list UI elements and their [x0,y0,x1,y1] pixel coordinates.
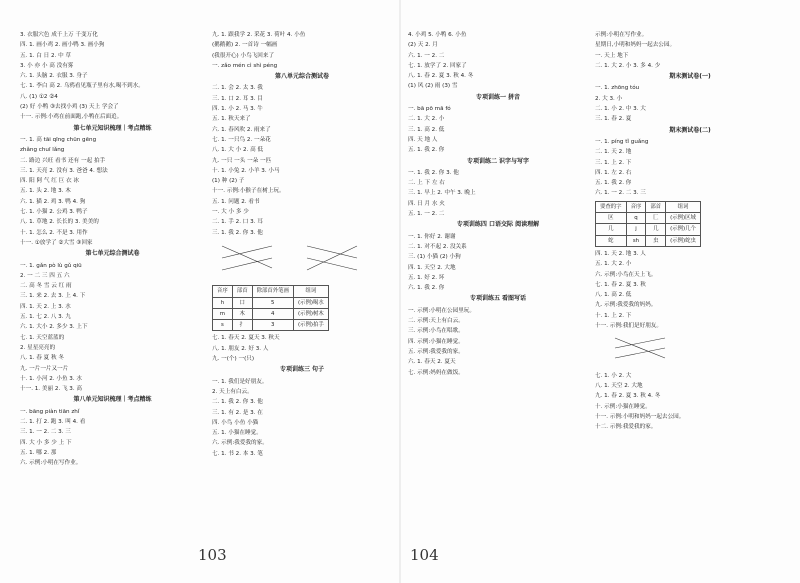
answer-line: 十. 1. 上 2. 下 [595,312,632,319]
answer-line: (2) 好 小鸭 ③去找小鸡 (3) 天上 学会了 [20,104,119,111]
page-number-left: 103 [198,546,227,564]
answer-line: 六. 1. 大小 2. 多少 3. 上下 [20,324,88,331]
table-cell: 木 [232,308,252,319]
table-header-cell: 音序 [213,286,233,297]
table-cell: h [213,297,233,308]
table-row [596,224,701,235]
answer-line: 2. 天上有白云。 [212,388,253,395]
table-cell: s [213,320,233,331]
answer-line: 二. 1. 我 2. 你 3. 他 [212,399,263,406]
right-page [400,0,800,583]
answer-line: (2) 天 2. 月 [408,42,438,49]
answer-line: 五. 1. 我 2. 你 [595,180,632,187]
answer-line: 期末测试卷(一) [669,73,711,81]
answer-line: (1) 种 (2) 子 [212,178,245,185]
table-cell: 几 [646,224,666,235]
answer-line: 八. 1. 天空 2. 大地 [595,382,643,389]
answer-line: 四. 1. 画小鸡 2. 画小鸭 3. 画小狗 [20,42,105,49]
answer-line: 三. 1. 口 2. 耳 3. 目 [212,95,263,102]
answer-line: 三. 示例:小鸟在唱歌。 [408,328,464,335]
answer-line: 三. 1. 我 2. 你 3. 他 [212,229,263,236]
answer-line: 七. 1. 放学了 2. 回家了 [408,62,467,69]
answer-line: 十. 1. 怎么 2. 不是 3. 用作 [20,229,88,236]
table-cell: j [626,224,646,235]
answer-line: 一. 1. 你好 2. 谢谢 [408,233,456,240]
answer-line: 七. 示例:妈妈在做饭。 [408,369,464,376]
table-row [213,320,329,331]
answer-line: 一. 1. 高 tāi qīng chūn gēng [20,136,97,143]
answer-line: 十. 1. 小兔 2. 小羊 3. 小马 [212,167,280,174]
table-header-cell: 组词 [666,201,701,212]
answer-line: 七. 1. 一只鸟 2. 一朵花 [212,136,271,143]
answer-line: 七. 1. 小 2. 大 [595,372,632,379]
answer-line: 六. 1. 一 2. 二 [408,52,445,59]
answer-line: 一. 1. 我 2. 你 3. 他 [408,169,459,176]
answer-line: 四. 日 月 水 火 [408,200,445,207]
answer-line: (鹅鹅鹅) 2. 一首诗 一幅画 [212,42,278,49]
answer-line: 二. 1. 天 2. 地 [595,149,632,156]
answer-line: 二. 高 冬 雪 云 红 雨 [20,283,72,290]
answer-line: 四. 示例:小猫在睡觉。 [408,338,464,345]
answer-line: 九. 1. 跟我学 2. 采花 3. 荷叶 4. 小鱼 [212,32,306,38]
table-row [596,235,701,246]
answer-line: 五. 1. 白 日 2. 中 草 [20,52,72,59]
table-cell: (示例)喝水 [293,297,328,308]
answer-line: 二. 上 下 左 右 [408,180,445,187]
answer-line: 五. 1. 问题 2. 看书 [212,198,260,205]
answer-line: 三. 1. 有 2. 是 3. 在 [212,409,263,416]
answer-line: 四. 阳 阿 气 红 巨 衣 冰 [20,178,79,185]
answer-line: 九. 示例:我爱我的妈妈。 [595,302,657,309]
answer-line: zhǎng chuī lǎng [20,147,65,154]
table-cell: 虫 [646,235,666,246]
answer-column-4 [595,30,785,545]
answer-column-3 [408,30,588,545]
table-header-cell: 部首 [232,286,252,297]
matching-diagram [212,240,372,276]
answer-line: 3. 衣服穴色 成千上万 千变万化 [20,32,98,38]
answer-line: 一. 天上 地下 [595,52,629,59]
dictionary-lookup-table-2 [595,201,701,247]
answer-line: 一. 1. píng tǐ guǎng [595,138,649,145]
answer-line: 五. 1. 好 2. 坏 [408,274,445,281]
answer-line: 九. 一片一片又一片 [20,365,69,372]
table-header-cell: 要查的字 [596,201,627,212]
answer-line: 三. 1. 早上 2. 中午 3. 晚上 [408,190,476,197]
answer-line: 五. 示例:我爱我的家。 [408,348,464,355]
answer-line: 2. 一 二 三 四 五 六 [20,272,70,279]
table-cell: 4 [252,308,293,319]
answer-line: 十一. 1. 美丽 2. 飞 3. 高 [20,386,83,393]
answer-line: 二. 1. 大 2. 小 3. 多 4. 少 [595,62,661,69]
answer-line: 期末测试卷(二) [669,126,711,134]
table-cell: 口 [232,297,252,308]
answer-line: 一. 1. zhōng tóu [595,85,640,92]
answer-line: 九. 1. 春 2. 夏 3. 秋 4. 冬 [595,393,661,400]
answer-line: 一. bā pō mā fó [408,106,451,113]
answer-line: 五. 1. 一 2. 二 [408,211,445,218]
table-cell: 5 [252,297,293,308]
answer-line: 十一. 示例:小明和妈妈一起去公园。 [595,413,685,420]
answer-line: (我很开心) 小鸟飞回来了 [212,52,275,59]
answer-line: 第七单元知识梳理｜考点精练 [73,124,152,132]
answer-line: 八. 1. 朋友 2. 好 3. 人 [212,345,269,352]
answer-line: 一. 1. gǎn pò lù gǔ qiū [20,262,82,269]
answer-line: 六. 示例:我爱我的家。 [212,440,268,447]
answer-line: 三. (1) 小猫 (2) 小狗 [408,254,461,261]
answer-line: 七. 1. 李白 高 2. 乌鸦看见瓶子里有水,喝不到水。 [20,83,144,90]
table-cell: 几 [596,224,627,235]
answer-line: 二. 示例:天上有白云。 [408,318,464,325]
answer-line: 2. 星星亮亮的 [20,344,56,351]
answer-line: 四. 1. 左 2. 右 [595,169,632,176]
answer-line: 二. 1. 打 2. 跑 3. 叫 4. 看 [20,418,86,425]
dictionary-lookup-table [212,285,329,331]
answer-line: 二. 路边 兴旺 看书 还有 一起 拍手 [20,157,106,164]
answer-line: 专项训练一 拼音 [475,93,521,101]
answer-line: 三. 1. 春 2. 夏 [595,116,632,123]
answer-line: 五. 1. 小猫在睡觉。 [212,430,262,437]
answer-line: 一. 大 小 多 少 [212,209,249,216]
table-cell: 匚 [646,213,666,224]
table-cell: 区 [596,213,627,224]
answer-line: 一. 1. 我们是好朋友。 [212,378,268,385]
page-number-right: 104 [410,546,439,564]
answer-line: 三. 1. 上 2. 下 [595,159,632,166]
answer-line: 二. 1. 手 2. 口 3. 耳 [212,219,263,226]
answer-line: 2. 大 3. 小 [595,95,623,102]
answer-line: 专项训练三 句子 [279,366,325,374]
answer-line: 三. 1. 天亮 2. 没有 3. 爸爸 4. 想法 [20,167,108,174]
answer-line: 九. 一(个) 一(只) [212,356,255,363]
answer-line: 二. 1. 会 2. 太 3. 我 [212,85,263,92]
answer-line: 四. 1. 天 2. 上 3. 水 [20,303,71,310]
answer-line: 七. 1. 天空蓝蓝的 [20,334,65,341]
answer-line: 四. 天 地 人 [408,136,438,143]
answer-line: 专项训练五 看图写话 [469,295,527,303]
answer-line: 五. 1. 大 2. 小 [595,261,632,268]
answer-line: 四. 1. 天 2. 地 3. 人 [595,250,646,257]
answer-line: 十一. 示例:小鸡在前面跑,小鸭在后面追。 [20,114,123,121]
table-cell: (示例)树木 [293,308,328,319]
answer-line: 七. 1. 春 2. 夏 3. 秋 [595,281,646,288]
answer-line: 三. 1. 高 2. 低 [408,126,445,133]
answer-line: 七. 1. 小猫 2. 公鸡 3. 鸭子 [20,209,88,216]
table-header-cell: 部首 [646,201,666,212]
answer-line: 七. 1. 春天 2. 夏天 3. 秋天 [212,335,280,342]
answer-line: 十. 1. 小河 2. 小鱼 3. 水 [20,375,83,382]
answer-line: 八. 1. 大 小 2. 高 低 [212,147,264,154]
table-header-cell: 除部首外笔画 [252,286,293,297]
answer-line: 六. 1. 春天 2. 夏天 [408,359,456,366]
answer-line: 三. 1. 一 2. 二 3. 三 [20,429,71,436]
answer-column-2 [212,30,392,545]
answer-line: 十一. 示例:小猴子在树上玩。 [212,188,285,195]
answer-line: 五. 1. 我 2. 你 [408,147,445,154]
answer-line: 八. 1. 草地 2. 长长的 3. 美美的 [20,219,99,226]
answer-line: 五. 1. 秋天来了 [212,116,251,123]
answer-line: 3. 小 亦 小 高 没有雾 [20,62,74,69]
answer-line: 第八单元综合测试卷 [274,73,329,81]
answer-line: 九. 一只 一头 一朵 一匹 [212,157,272,164]
answer-column-1 [20,30,205,545]
answer-line: 第七单元综合测试卷 [85,250,140,258]
answer-line: (1) 风 (2) 雨 (3) 雪 [408,83,458,90]
answer-line: 一. bāng piàn tiān zhǐ [20,408,80,415]
answer-line: 四. 1. 天空 2. 大地 [408,264,456,271]
answer-line: 二. 1. 对不起 2. 没关系 [408,243,467,250]
table-row [213,297,329,308]
table-cell: m [213,308,233,319]
answer-line: 五. 1. 哪 2. 那 [20,449,57,456]
answer-line: 专项训练四 口语交际 阅读理解 [456,221,540,229]
table-cell: 扌 [232,320,252,331]
answer-line: 星期日,小明和妈妈一起去公园。 [595,42,676,49]
answer-column-4b-lines [595,249,785,331]
table-cell: (示例)蛇虫 [666,235,701,246]
table-header-cell: 组词 [293,286,328,297]
answer-line: 示例:小明在写作业。 [595,32,648,38]
answer-column-2b-lines [212,333,392,459]
answer-line: 六. 示例:小鸟在天上飞。 [595,271,657,278]
table-cell: (示例)几个 [666,224,701,235]
table-cell: q [626,213,646,224]
table-cell: sh [626,235,646,246]
answer-line: 四. 1. 小 2. 马 3. 牛 [212,106,263,113]
answer-line: 第八单元知识梳理｜考点精练 [73,396,152,404]
answer-line: 七. 1. 书 2. 本 3. 笔 [212,450,263,457]
answer-line: 五. 1. 头 2. 地 3. 木 [20,188,71,195]
answer-column-4-lines [595,30,785,199]
answer-column-2-lines [212,30,392,238]
answer-line: 六. 示例:小明在写作业。 [20,460,82,467]
answer-line: 十. 示例:小猫在睡觉。 [595,403,651,410]
table-cell: (示例)区域 [666,213,701,224]
answer-line: 十一. ①放学了 ②大雪 ③回家 [20,239,93,246]
table-header-cell: 音序 [626,201,646,212]
matching-diagram-2 [595,333,745,363]
answer-line: 四. 小鸟 小鱼 小猫 [212,419,259,426]
answer-line: 五. 1. 七 2. 八 3. 九 [20,314,71,321]
answer-line: 八. 1. 春 2. 夏 3. 秋 4. 冬 [408,73,474,80]
answer-line: 一. 示例:小明在公园里玩。 [408,307,475,314]
answer-line: 八. 1. 春 夏 秋 冬 [20,355,64,362]
answer-line: 六. 1. 猫 2. 鸡 3. 鸭 4. 狗 [20,198,86,205]
answer-line: 六. 1. 春风吹 2. 雨来了 [212,126,271,133]
table-cell: 蛇 [596,235,627,246]
answer-line: 十一. 示例:我们是好朋友。 [595,323,662,330]
answer-line: 六. 1. 一 2. 二 3. 三 [595,190,646,197]
answer-line: 4. 小鸡 5. 小鸭 6. 小鱼 [408,32,467,38]
answer-line: 八. 1. 高 2. 低 [595,292,632,299]
table-row [213,308,329,319]
table-cell: 3 [252,320,293,331]
answer-line: 四. 大 小 多 少 上 下 [20,439,72,446]
answer-line: 一. zǎo mén cì shì péng [212,62,278,69]
answer-line: 八. (1) ①2 ②4 [20,93,58,100]
answer-line: 六. 1. 我 2. 你 [408,285,445,292]
answer-line: 六. 1. 头脑 2. 衣服 3. 身子 [20,73,88,80]
answer-line: 二. 1. 大 2. 小 [408,116,445,123]
answer-line: 十二. 示例:我爱我的家。 [595,424,657,431]
answer-line: 三. 1. 来 2. 去 3. 上 4. 下 [20,293,86,300]
answer-line: 专项训练二 识字与写字 [466,157,530,165]
table-row [596,213,701,224]
table-cell: (示例)拍手 [293,320,328,331]
answer-line: 二. 1. 小 2. 中 3. 大 [595,106,646,113]
answer-column-4c-lines [595,371,785,433]
